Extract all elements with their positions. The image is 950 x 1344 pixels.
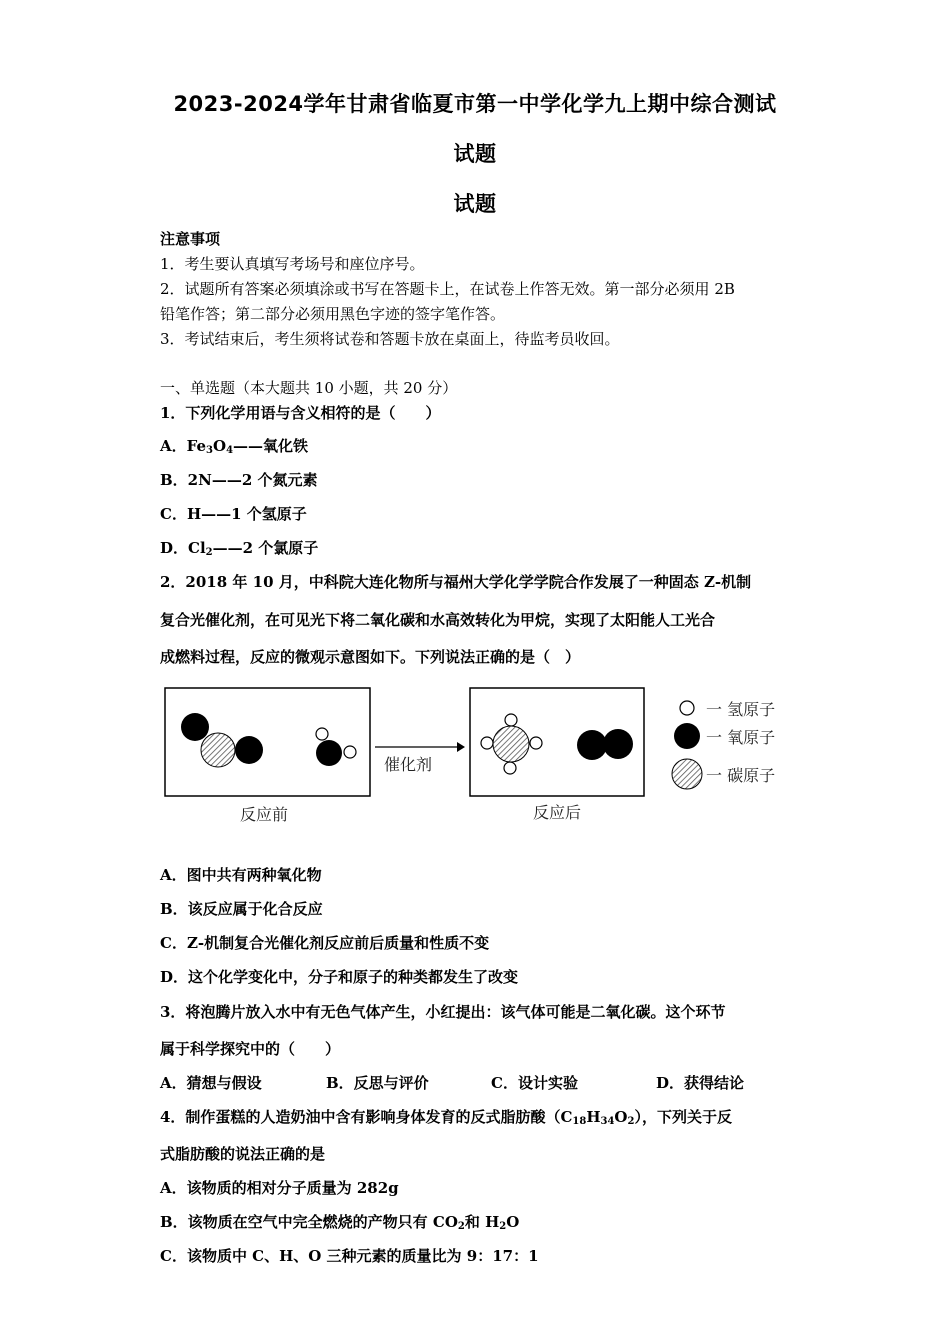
exam-title-line3: 试题 — [453, 192, 497, 216]
question-1-stem: 1．下列化学用语与含义相符的是（ ） — [160, 404, 441, 422]
notice-item: 1．考生要认真填写考场号和座位序号。 — [160, 255, 425, 273]
hydrogen-atom — [504, 762, 516, 774]
question-4-stem-line1: 4．制作蛋糕的人造奶油中含有影响身体发育的反式脂肪酸$(C_{18}H_{34}O_2)$，下列关于反 — [160, 1108, 732, 1127]
oxygen-atom — [577, 730, 607, 760]
notice-item: 2．试题所有答案必须填涂或书写在答题卡上，在试卷上作答无效。第一部分必须用 2B — [160, 280, 735, 298]
hydrogen-atom — [481, 737, 493, 749]
question-3-stem-line1: 3．将泡腾片放入水中有无色气体产生，小红提出：该气体可能是二氧化碳。这个环节 — [160, 1003, 726, 1021]
question-4-option-c: C．该物质中 C、H、O 三种元素的质量比为 9：17：1 — [160, 1247, 539, 1265]
question-3-option-c: C．设计实验 — [491, 1074, 578, 1092]
after-label: 反应后 — [533, 803, 582, 822]
notice-item: 3．考试结束后，考生须将试卷和答题卡放在桌面上，待监考员收回。 — [160, 330, 620, 348]
legend-oxygen-icon — [674, 723, 700, 749]
question-4-option-a: A．该物质的相对分子质量为 282g — [160, 1179, 399, 1197]
oxygen-atom — [316, 740, 342, 766]
legend-carbon-icon — [672, 759, 702, 789]
hydrogen-atom — [344, 746, 356, 758]
catalyst-label: 催化剂 — [384, 755, 433, 774]
question-2-option-b: B．该反应属于化合反应 — [160, 900, 323, 918]
question-2-stem-line3: 成燃料过程，反应的微观示意图如下。下列说法正确的是（ ） — [160, 648, 581, 666]
question-4-option-b: B．该物质在空气中完全燃烧的产物只有 $CO_2$和 $H_2O$ — [160, 1213, 520, 1232]
section-heading: 一、单选题（本大题共 10 小题，共 20 分） — [160, 379, 458, 397]
question-1-option-b: B．2N——2 个氮元素 — [160, 471, 318, 489]
question-4-stem-line2: 式脂肪酸的说法正确的是 — [160, 1145, 326, 1163]
exam-title-line1: 2023-2024学年甘肃省临夏市第一中学化学九上期中综合测试 — [173, 92, 777, 116]
question-3-stem-line2: 属于科学探究中的（ ） — [160, 1040, 341, 1058]
legend-carbon-label: 一 碳原子 — [706, 766, 776, 785]
question-2-stem-line1: 2．2018 年 10 月，中科院大连化物所与福州大学化学学院合作发展了一种固态 Z-机制 — [160, 573, 752, 591]
question-3-option-b: B．反思与评价 — [326, 1074, 429, 1092]
before-box — [165, 688, 370, 796]
question-2-stem-line2: 复合光催化剂，在可见光下将二氧化碳和水高效转化为甲烷，实现了太阳能人工光合 — [160, 611, 716, 629]
arrow-head-icon — [457, 742, 465, 752]
carbon-atom — [493, 726, 529, 762]
oxygen-atom — [181, 713, 209, 741]
before-label: 反应前 — [240, 805, 289, 824]
oxygen-atom — [603, 729, 633, 759]
question-3-option-a: A．猜想与假设 — [160, 1074, 262, 1092]
oxygen-atom — [235, 736, 263, 764]
legend-oxygen-label: 一 氧原子 — [706, 728, 776, 747]
question-2-option-c: C．Z-机制复合光催化剂反应前后质量和性质不变 — [160, 934, 490, 952]
question-1-option-a: A．$Fe_3O_4——$氧化铁 — [160, 437, 309, 456]
exam-title-line2: 试题 — [453, 142, 497, 166]
legend-hydrogen-label: 一 氢原子 — [706, 700, 776, 719]
question-1-option-c: C．H——1 个氢原子 — [160, 505, 307, 523]
notice-heading: 注意事项 — [160, 230, 221, 248]
hydrogen-atom — [530, 737, 542, 749]
question-3-option-d: D．获得结论 — [656, 1074, 745, 1092]
question-2-option-a: A．图中共有两种氧化物 — [160, 866, 322, 884]
question-1-option-d: D．$Cl_2——2$ 个氯原子 — [160, 539, 319, 558]
hydrogen-atom — [505, 714, 517, 726]
carbon-atom — [201, 733, 235, 767]
reaction-diagram — [160, 680, 800, 830]
question-2-option-d: D．这个化学变化中，分子和原子的种类都发生了改变 — [160, 968, 519, 986]
notice-item: 铅笔作答；第二部分必须用黑色字迹的签字笔作答。 — [160, 305, 506, 323]
hydrogen-atom — [316, 728, 328, 740]
legend-hydrogen-icon — [680, 701, 694, 715]
